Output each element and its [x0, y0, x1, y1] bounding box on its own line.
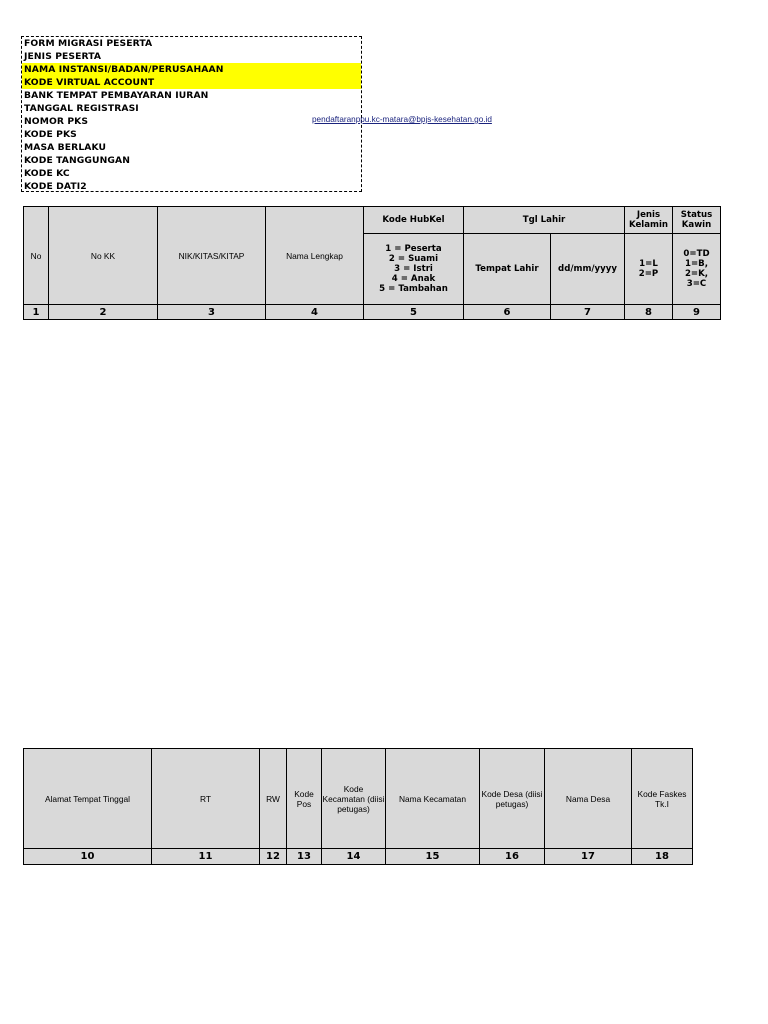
col-tempat-lahir: Tempat Lahir: [464, 234, 551, 305]
hubkel-legend-item: 5 = Tambahan: [379, 284, 448, 294]
column-number: 17: [545, 849, 632, 865]
column-number: 3: [158, 305, 266, 320]
hubkel-legend-item: 1 = Peserta: [385, 244, 442, 254]
sk-legend: [673, 234, 721, 305]
col-kode-faskes: Kode Faskes Tk.I: [632, 749, 693, 849]
header-tanggal-registrasi: TANGGAL REGISTRASI: [24, 103, 139, 114]
column-number: 6: [464, 305, 551, 320]
address-table: [23, 748, 693, 865]
hubkel-legend: [364, 234, 464, 305]
sk-legend-item: 2=K,: [684, 269, 709, 279]
header-kode-virtual-account: KODE VIRTUAL ACCOUNT: [22, 76, 361, 89]
col-no: No: [24, 207, 49, 305]
header-kode-pks: KODE PKS: [24, 129, 77, 140]
hubkel-legend-item: 2 = Suami: [388, 254, 439, 264]
jk-legend: [625, 234, 673, 305]
sk-legend-item: 0=TD: [683, 249, 710, 259]
col-nama-kecamatan: Nama Kecamatan: [386, 749, 480, 849]
column-number: 8: [625, 305, 673, 320]
form-header-block: [21, 36, 362, 192]
col-nama-desa: Nama Desa: [545, 749, 632, 849]
jk-legend-item: 2=P: [638, 269, 659, 279]
header-kode-kc: KODE KC: [24, 168, 70, 179]
sk-legend-item: 1=B,: [685, 259, 708, 269]
header-jenis-peserta: JENIS PESERTA: [24, 51, 102, 62]
col-nama-lengkap: Nama Lengkap: [266, 207, 364, 305]
column-number: 14: [322, 849, 386, 865]
header-nama-instansi: NAMA INSTANSI/BADAN/PERUSAHAAN: [22, 63, 361, 76]
header-masa-berlaku: MASA BERLAKU: [24, 142, 107, 153]
hubkel-legend-item: 3 = Istri: [394, 264, 433, 274]
col-no-kk: No KK: [49, 207, 158, 305]
col-kode-kecamatan: Kode Kecamatan (diisi petugas): [322, 749, 386, 849]
col-alamat: Alamat Tempat Tinggal: [24, 749, 152, 849]
sk-legend-item: 3=C: [686, 279, 707, 289]
column-number: 13: [287, 849, 322, 865]
col-rt: RT: [152, 749, 260, 849]
column-number: 2: [49, 305, 158, 320]
column-number: 9: [673, 305, 721, 320]
header-nomor-pks: NOMOR PKS: [24, 116, 89, 127]
col-nik: NIK/KITAS/KITAP: [158, 207, 266, 305]
column-number: 12: [260, 849, 287, 865]
col-kode-desa: Kode Desa (diisi petugas): [480, 749, 545, 849]
header-kode-tanggungan: KODE TANGGUNGAN: [24, 155, 131, 166]
header-bank: BANK TEMPAT PEMBAYARAN IURAN: [24, 90, 209, 101]
participant-table: [23, 206, 721, 320]
col-status-kawin: Status Kawin: [673, 207, 721, 234]
column-number: 5: [364, 305, 464, 320]
header-kode-dati2: KODE DATI2: [24, 181, 87, 192]
column-number: 11: [152, 849, 260, 865]
column-number: 16: [480, 849, 545, 865]
column-number: 10: [24, 849, 152, 865]
col-jenis-kelamin: Jenis Kelamin: [625, 207, 673, 234]
column-number: 7: [551, 305, 625, 320]
hubkel-legend-item: 4 = Anak: [391, 274, 436, 284]
col-kode-pos: Kode Pos: [287, 749, 322, 849]
column-number: 15: [386, 849, 480, 865]
column-number: 18: [632, 849, 693, 865]
col-rw: RW: [260, 749, 287, 849]
col-date-format: dd/mm/yyyy: [551, 234, 625, 305]
col-tgl-lahir: Tgl Lahir: [464, 207, 625, 234]
col-kode-hubkel: Kode HubKel: [364, 207, 464, 234]
email-link[interactable]: pendaftaranppu.kc-matara@bpjs-kesehatan.go.id: [312, 115, 492, 124]
jk-legend-item: 1=L: [639, 259, 658, 269]
header-form-title: FORM MIGRASI PESERTA: [24, 38, 153, 49]
column-number: 1: [24, 305, 49, 320]
column-number: 4: [266, 305, 364, 320]
